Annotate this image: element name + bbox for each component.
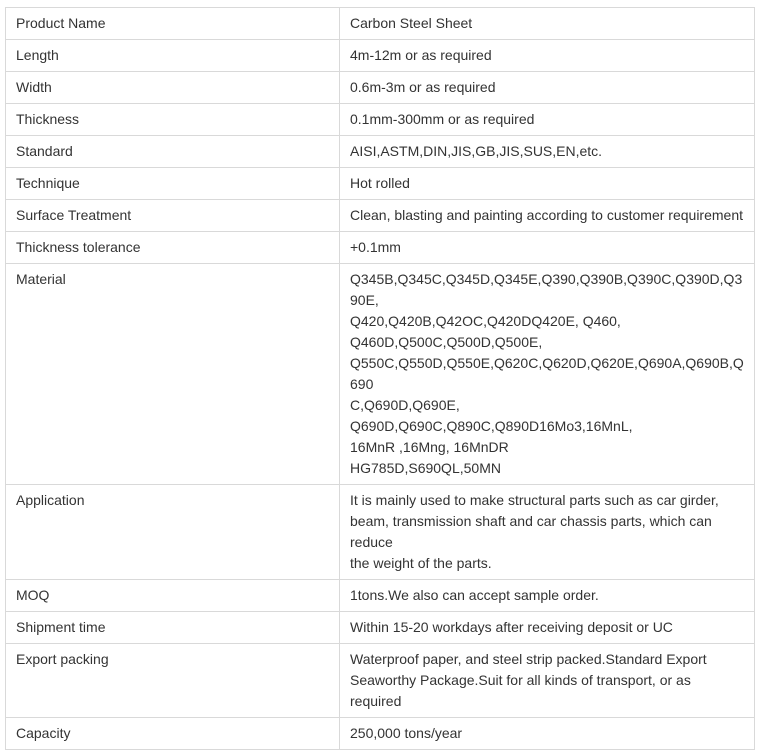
table-row [6,72,755,104]
spec-value-line: HG785D,S690QL,50MN [350,460,501,476]
table-row [6,40,755,72]
table-row [6,232,755,264]
spec-value-line: 250,000 tons/year [350,725,463,741]
spec-value-line: It is mainly used to make structural parts such as car girder, beam, transmission shaft and car chassis parts, which can reduce [350,492,719,550]
spec-value-cell [340,718,755,750]
spec-value-line: Clean, blasting and painting according to customer requirement [350,207,744,223]
spec-value-cell [340,232,755,264]
spec-value-cell [340,136,755,168]
spec-label-cell: Application [6,485,340,580]
spec-value-cell [340,644,755,718]
spec-value-cell [340,104,755,136]
spec-value-line: 1tons.We also can accept sample order. [350,587,599,603]
table-row [6,580,755,612]
spec-label-cell: Product Name [6,8,340,40]
spec-label-cell: Standard [6,136,340,168]
spec-value-cell [340,168,755,200]
spec-table [5,7,755,750]
spec-value-line: 0.1mm-300mm or as required [350,111,535,127]
spec-value-line: Carbon Steel Sheet [350,15,473,31]
table-row [6,104,755,136]
spec-label-cell: Shipment time [6,612,340,644]
spec-label-cell: Surface Treatment [6,200,340,232]
spec-value-line: Q345B,Q345C,Q345D,Q345E,Q390,Q390B,Q390C,Q390D,Q390E, [350,271,743,308]
spec-value-cell [340,40,755,72]
spec-label-cell: Thickness [6,104,340,136]
table-row [6,718,755,750]
spec-label-cell: MOQ [6,580,340,612]
spec-label-cell: Material [6,264,340,485]
table-row [6,485,755,580]
spec-value-cell [340,580,755,612]
spec-value-line: 4m-12m or as required [350,47,492,63]
spec-label-cell: Length [6,40,340,72]
spec-value-line: C,Q690D,Q690E, Q690D,Q690C,Q890C,Q890D16Mo3,16MnL, [350,397,633,434]
spec-value-line: 16MnR ,16Mng, 16MnDR [350,439,509,455]
spec-value-line: AISI,ASTM,DIN,JIS,GB,JIS,SUS,EN,etc. [350,143,603,159]
spec-value-line: Hot rolled [350,175,410,191]
spec-value-line: the weight of the parts. [350,555,492,571]
spec-table-body [6,8,755,750]
spec-value-line: Q460D,Q500C,Q500D,Q500E, [350,334,543,350]
spec-value-cell [340,264,755,485]
spec-value-line: Waterproof paper, and steel strip packed.Standard Export Seaworthy Package.Suit for all kinds of transport, or as required [350,651,707,709]
spec-value-cell [340,8,755,40]
spec-value-cell [340,612,755,644]
table-row [6,200,755,232]
spec-value-cell [340,72,755,104]
spec-value-line: 0.6m-3m or as required [350,79,496,95]
table-row [6,264,755,485]
table-row [6,8,755,40]
spec-label-cell: Export packing [6,644,340,718]
spec-label-cell: Thickness tolerance [6,232,340,264]
spec-value-line: Q550C,Q550D,Q550E,Q620C,Q620D,Q620E,Q690A,Q690B,Q690 [350,355,744,392]
spec-label-cell: Width [6,72,340,104]
table-row [6,168,755,200]
spec-value-cell [340,485,755,580]
spec-value-cell [340,200,755,232]
table-row [6,644,755,718]
spec-value-line: +0.1mm [350,239,401,255]
spec-value-line: Within 15-20 workdays after receiving deposit or UC [350,619,673,635]
table-row [6,136,755,168]
spec-label-cell: Technique [6,168,340,200]
table-row [6,612,755,644]
spec-label-cell: Capacity [6,718,340,750]
spec-value-line: Q420,Q420B,Q42OC,Q420DQ420E, Q460, [350,313,621,329]
